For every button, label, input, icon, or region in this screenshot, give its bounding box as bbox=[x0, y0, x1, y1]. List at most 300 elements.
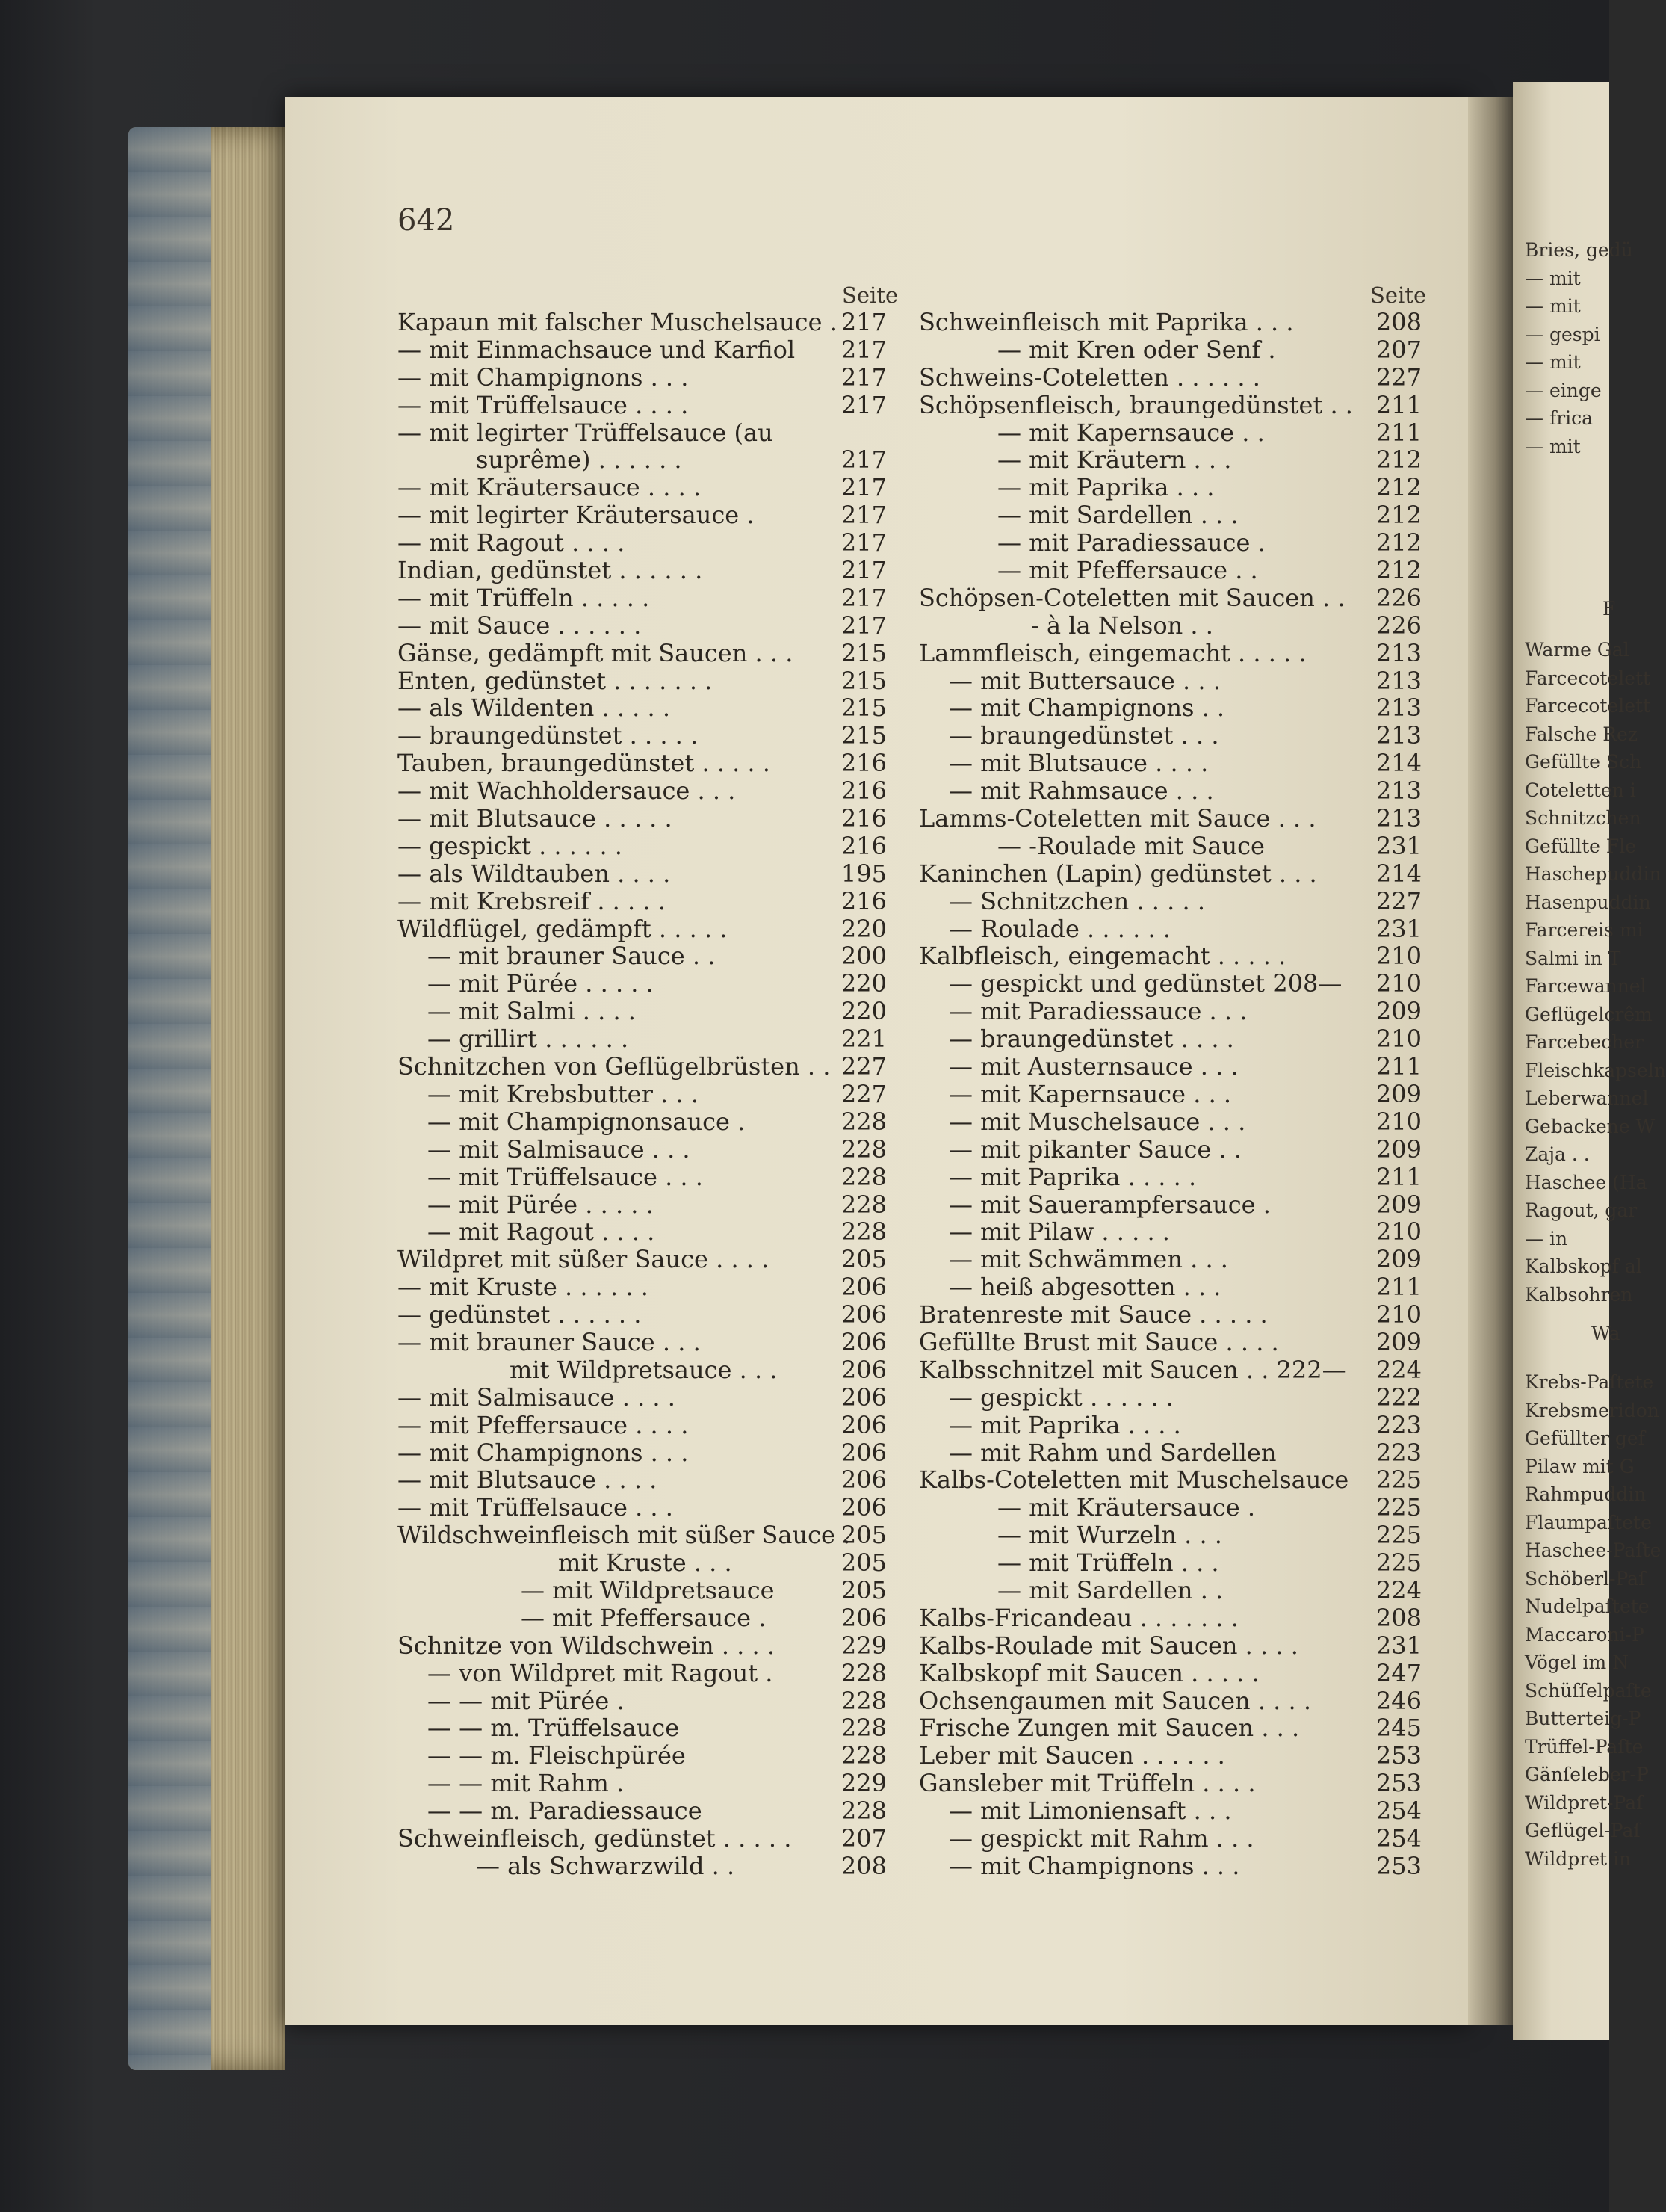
entry-page: 220 bbox=[840, 969, 887, 998]
entry-page: 229 bbox=[840, 1631, 887, 1660]
entry-page: 212 bbox=[1375, 473, 1422, 502]
index-entry bbox=[919, 667, 1422, 695]
index-entry bbox=[397, 998, 887, 1025]
entry-page: 200 bbox=[840, 942, 887, 971]
index-entry bbox=[919, 1577, 1422, 1604]
index-entry bbox=[919, 1081, 1422, 1108]
index-entry bbox=[397, 1577, 887, 1604]
index-entry bbox=[397, 364, 887, 392]
facing-line: Schüſſelpaſte bbox=[1525, 1679, 1652, 1702]
column-heading-left: Seite bbox=[842, 282, 899, 308]
entry-page: 208 bbox=[840, 1851, 887, 1880]
index-entry bbox=[919, 1191, 1422, 1219]
entry-text: — gespickt mit Rahm . . . bbox=[949, 1823, 1254, 1853]
entry-page: 217 bbox=[840, 390, 887, 419]
entry-text: — braungedünstet . . . . . bbox=[397, 721, 699, 750]
entry-text: Leber mit Saucen . . . . . . bbox=[919, 1741, 1225, 1770]
entry-text: — mit Champignons . . . bbox=[397, 362, 689, 392]
facing-line: Haschepuddin bbox=[1525, 863, 1662, 885]
facing-line: Trüffel-Paſte bbox=[1525, 1735, 1644, 1758]
entry-page: 221 bbox=[840, 1025, 887, 1054]
facing-line: Krebs-Paſtete bbox=[1525, 1371, 1654, 1393]
entry-page: 215 bbox=[840, 721, 887, 750]
facing-line: Wildpret in bbox=[1525, 1847, 1632, 1870]
index-entry bbox=[919, 612, 1422, 640]
entry-text: — als Wildenten . . . . . bbox=[397, 693, 671, 723]
entry-page: 210 bbox=[1375, 1300, 1422, 1329]
facing-line: Pilaw mit G bbox=[1525, 1455, 1635, 1477]
facing-line: Farcecotelett bbox=[1525, 695, 1651, 717]
entry-page: 228 bbox=[840, 1714, 887, 1743]
entry-text: — mit Kruste . . . . . . bbox=[397, 1273, 648, 1302]
index-entry bbox=[397, 1742, 887, 1770]
entry-page: 254 bbox=[1375, 1797, 1422, 1826]
index-entry bbox=[397, 1604, 887, 1632]
entry-page: 224 bbox=[1375, 1355, 1422, 1384]
entry-page: 206 bbox=[840, 1273, 887, 1302]
facing-line: — mit bbox=[1525, 435, 1581, 457]
entry-text: - à la Nelson . . bbox=[1031, 611, 1213, 640]
entry-text: — mit Rahm und Sardellen bbox=[949, 1438, 1277, 1467]
entry-text: — mit Champignons . . bbox=[949, 693, 1225, 723]
entry-page: 231 bbox=[1375, 831, 1422, 860]
facing-line: Coteletten i bbox=[1525, 779, 1636, 801]
index-entry bbox=[919, 1301, 1422, 1329]
entry-text: Schweinfleisch, gedünstet . . . . . bbox=[397, 1823, 792, 1853]
index-entry bbox=[919, 888, 1422, 915]
entry-page: 254 bbox=[1375, 1823, 1422, 1853]
facing-line: Nudelpaſtete bbox=[1525, 1595, 1650, 1617]
facing-line: — mit bbox=[1525, 267, 1581, 289]
index-column-right bbox=[919, 309, 1422, 1880]
entry-page: 209 bbox=[1375, 1245, 1422, 1274]
entry-page: 206 bbox=[840, 1465, 887, 1495]
index-entry bbox=[919, 1825, 1422, 1853]
entry-text: — mit Salmisauce . . . . bbox=[397, 1382, 675, 1412]
index-entry bbox=[397, 722, 887, 750]
index-entry bbox=[397, 1853, 887, 1880]
index-entry bbox=[397, 584, 887, 612]
entry-text: — mit brauner Sauce . . bbox=[427, 942, 716, 971]
entry-text: Tauben, braungedünstet . . . . . bbox=[397, 749, 770, 778]
entry-page: 212 bbox=[1375, 528, 1422, 557]
facing-line: F bbox=[1602, 598, 1616, 620]
index-entry bbox=[919, 584, 1422, 612]
index-entry bbox=[919, 446, 1422, 474]
entry-page: 215 bbox=[840, 693, 887, 723]
entry-page: 206 bbox=[840, 1410, 887, 1439]
facing-line: Krebsmeridon bbox=[1525, 1399, 1659, 1421]
entry-page: 213 bbox=[1375, 638, 1422, 667]
entry-text: — gedünstet . . . . . . bbox=[397, 1300, 642, 1329]
entry-text: — -Roulade mit Sauce bbox=[997, 831, 1265, 860]
entry-text: — mit Krebsreif . . . . . bbox=[397, 886, 666, 915]
entry-page: 253 bbox=[1375, 1741, 1422, 1770]
entry-text: — mit Pürée . . . . . bbox=[427, 969, 654, 998]
index-entry bbox=[397, 1549, 887, 1577]
index-entry bbox=[919, 474, 1422, 501]
left-page bbox=[285, 97, 1470, 2025]
entry-page: 213 bbox=[1375, 721, 1422, 750]
entry-page: 216 bbox=[840, 804, 887, 833]
entry-text: — mit legirter Kräutersauce . bbox=[397, 501, 755, 530]
entry-page: 206 bbox=[840, 1603, 887, 1632]
index-entry bbox=[919, 1218, 1422, 1246]
entry-page: 225 bbox=[1375, 1521, 1422, 1550]
entry-text: — mit Champignons . . . bbox=[949, 1851, 1240, 1880]
entry-page: 228 bbox=[840, 1162, 887, 1191]
entry-text: — — m. Trüffelsauce bbox=[427, 1714, 680, 1743]
entry-page: 209 bbox=[1375, 1327, 1422, 1356]
index-entry bbox=[397, 805, 887, 832]
index-entry bbox=[397, 529, 887, 557]
index-entry bbox=[397, 888, 887, 915]
index-entry bbox=[919, 1660, 1422, 1687]
facing-line: Gefüllte Fle bbox=[1525, 835, 1637, 857]
entry-text: — mit Pürée . . . . . bbox=[427, 1190, 654, 1219]
facing-line: Wildpret-Paſ bbox=[1525, 1791, 1644, 1814]
index-entry bbox=[919, 942, 1422, 970]
facing-line: Zaja . . bbox=[1525, 1143, 1590, 1165]
entry-page: 208 bbox=[1375, 308, 1422, 336]
entry-page: 206 bbox=[840, 1355, 887, 1384]
entry-text: — mit Trüffelsauce . . . . bbox=[397, 390, 689, 419]
index-entry bbox=[397, 667, 887, 695]
entry-page: 224 bbox=[1375, 1575, 1422, 1604]
index-entry bbox=[919, 1797, 1422, 1825]
entry-text: Kalbsschnitzel mit Saucen . . 222— bbox=[919, 1355, 1346, 1384]
index-entry bbox=[397, 446, 887, 474]
entry-text: — mit Paprika . . . bbox=[997, 473, 1215, 502]
entry-text: — mit Sauerampfersauce . bbox=[949, 1190, 1271, 1219]
facing-line: Flaumpaſtete bbox=[1525, 1511, 1652, 1533]
facing-line: Farcebecher bbox=[1525, 1031, 1644, 1053]
entry-text: — mit Salmisauce . . . bbox=[427, 1134, 690, 1164]
index-entry bbox=[919, 1329, 1422, 1356]
entry-text: — mit Kräutersauce . bbox=[997, 1493, 1256, 1522]
entry-text: — mit Wildpretsauce bbox=[521, 1575, 775, 1604]
index-entry bbox=[919, 722, 1422, 750]
column-heading-right: Seite bbox=[1370, 282, 1427, 308]
entry-text: — mit Paradiessauce . bbox=[997, 528, 1266, 557]
index-entry bbox=[919, 777, 1422, 805]
entry-text: mit Kruste . . . bbox=[558, 1548, 732, 1578]
index-entry bbox=[397, 1660, 887, 1687]
entry-page: 253 bbox=[1375, 1851, 1422, 1880]
entry-page: 208 bbox=[1375, 1603, 1422, 1632]
entry-text: — mit Sardellen . . . bbox=[997, 501, 1239, 530]
entry-text: — mit Trüffelsauce . . . bbox=[427, 1162, 703, 1191]
entry-text: — Schnitzchen . . . . . bbox=[949, 886, 1205, 915]
index-entry bbox=[397, 419, 887, 447]
entry-page: 210 bbox=[1375, 1107, 1422, 1136]
index-entry bbox=[919, 750, 1422, 777]
entry-page: 206 bbox=[840, 1493, 887, 1522]
facing-line: — frica bbox=[1525, 407, 1594, 429]
entry-page: 245 bbox=[1375, 1714, 1422, 1743]
page-number: 642 bbox=[397, 203, 455, 238]
entry-page: 205 bbox=[840, 1548, 887, 1578]
index-entry bbox=[919, 1356, 1422, 1384]
index-entry bbox=[919, 336, 1422, 364]
facing-line: Fleischkapseln bbox=[1525, 1059, 1666, 1081]
entry-page: 231 bbox=[1375, 1631, 1422, 1660]
index-entry bbox=[919, 309, 1422, 336]
entry-text: — — mit Rahm . bbox=[427, 1769, 625, 1798]
index-entry bbox=[397, 1412, 887, 1439]
entry-page: 205 bbox=[840, 1245, 887, 1274]
entry-text: — mit Buttersauce . . . bbox=[949, 666, 1221, 695]
entry-text: Indian, gedünstet . . . . . . bbox=[397, 556, 703, 585]
facing-line: Haschee (Ha bbox=[1525, 1171, 1647, 1193]
index-entry bbox=[919, 805, 1422, 832]
entry-text: Kalbskopf mit Saucen . . . . . bbox=[919, 1658, 1260, 1687]
index-entry bbox=[919, 1714, 1422, 1742]
index-entry bbox=[397, 915, 887, 943]
entry-page: 207 bbox=[840, 1823, 887, 1853]
index-entry bbox=[919, 970, 1422, 998]
index-entry bbox=[919, 557, 1422, 584]
entry-page: 228 bbox=[840, 1107, 887, 1136]
entry-text: — mit Ragout . . . . bbox=[427, 1217, 655, 1246]
entry-text: — mit Kapernsauce . . bbox=[997, 418, 1265, 447]
entry-text: — gespickt . . . . . . bbox=[397, 831, 622, 860]
index-entry bbox=[919, 392, 1422, 419]
entry-page: 205 bbox=[840, 1521, 887, 1550]
facing-line: Geflügel-Paſ bbox=[1525, 1820, 1641, 1841]
index-entry bbox=[397, 336, 887, 364]
entry-text: — mit Limoniensaft . . . bbox=[949, 1797, 1232, 1826]
facing-line: — mit bbox=[1525, 295, 1581, 317]
index-entry bbox=[919, 1632, 1422, 1660]
entry-page: 228 bbox=[840, 1134, 887, 1164]
entry-text: Wildschweinfleisch mit süßer Sauce . bbox=[397, 1521, 851, 1550]
entry-text: Schweinfleisch mit Paprika . . . bbox=[919, 308, 1294, 336]
entry-text: — mit Blutsauce . . . . bbox=[397, 1465, 657, 1495]
facing-line: Haschee-Paſte bbox=[1525, 1539, 1662, 1561]
entry-page: 213 bbox=[1375, 776, 1422, 806]
entry-text: — mit Champignons . . . bbox=[397, 1438, 689, 1467]
entry-page: 228 bbox=[840, 1658, 887, 1687]
index-entry bbox=[397, 942, 887, 970]
index-entry bbox=[919, 1742, 1422, 1770]
index-entry bbox=[397, 1521, 887, 1549]
facing-line: — mit bbox=[1525, 351, 1581, 373]
entry-text: — mit Austernsauce . . . bbox=[949, 1052, 1239, 1081]
facing-line: Maccaroni-P bbox=[1525, 1623, 1644, 1646]
facing-line: Gefüllte Sch bbox=[1525, 751, 1642, 773]
entry-text: Lammfleisch, eingemacht . . . . . bbox=[919, 638, 1307, 667]
entry-page: 247 bbox=[1375, 1658, 1422, 1687]
index-entry bbox=[397, 1025, 887, 1053]
index-entry bbox=[919, 1521, 1422, 1549]
entry-page: 217 bbox=[840, 611, 887, 640]
facing-line: — in bbox=[1525, 1227, 1568, 1249]
entry-text: Wildflügel, gedämpft . . . . . bbox=[397, 914, 728, 943]
facing-line: Warme Gal bbox=[1525, 639, 1629, 661]
entry-page: 209 bbox=[1375, 1190, 1422, 1219]
facing-line: Schöberl-Paſ bbox=[1525, 1567, 1646, 1590]
index-entry bbox=[919, 501, 1422, 529]
entry-page: 227 bbox=[840, 1079, 887, 1108]
entry-text: — mit Kräutern . . . bbox=[997, 445, 1232, 475]
entry-page: 228 bbox=[840, 1686, 887, 1715]
index-entry bbox=[919, 364, 1422, 392]
entry-text: — mit Salmi . . . . bbox=[427, 997, 636, 1026]
entry-text: — — m. Fleischpürée bbox=[427, 1741, 686, 1770]
entry-page: 225 bbox=[1375, 1548, 1422, 1578]
index-entry bbox=[919, 529, 1422, 557]
entry-text: — — mit Pürée . bbox=[427, 1686, 625, 1715]
entry-text: — mit Kräutersauce . . . . bbox=[397, 473, 702, 502]
entry-page: 211 bbox=[1375, 418, 1422, 447]
entry-text: Bratenreste mit Sauce . . . . . bbox=[919, 1300, 1268, 1329]
entry-page: 212 bbox=[1375, 501, 1422, 530]
entry-text: — — m. Paradiessauce bbox=[427, 1797, 702, 1826]
entry-page: 214 bbox=[1375, 749, 1422, 778]
index-entry bbox=[919, 1687, 1422, 1715]
entry-text: — mit Blutsauce . . . . bbox=[949, 749, 1209, 778]
facing-line: Ragout, gar bbox=[1525, 1199, 1638, 1221]
entry-text: Gänse, gedämpft mit Saucen . . . bbox=[397, 638, 793, 667]
entry-text: — mit legirter Trüffelsauce (au bbox=[397, 418, 773, 447]
entry-text: — mit Paprika . . . . bbox=[949, 1410, 1181, 1439]
index-entry bbox=[397, 392, 887, 419]
index-entry bbox=[919, 860, 1422, 888]
index-entry bbox=[397, 1466, 887, 1494]
index-entry bbox=[919, 1604, 1422, 1632]
entry-page: 217 bbox=[840, 335, 887, 364]
index-entry bbox=[919, 1770, 1422, 1797]
entry-text: — mit Paprika . . . . . bbox=[949, 1162, 1197, 1191]
facing-page bbox=[1513, 82, 1666, 2040]
entry-text: mit Wildpretsauce . . . bbox=[510, 1355, 778, 1384]
entry-text: — mit Trüffeln . . . . . bbox=[397, 583, 650, 612]
index-entry bbox=[397, 1714, 887, 1742]
entry-page: 226 bbox=[1375, 583, 1422, 612]
entry-text: Kapaun mit falscher Muschelsauce . bbox=[397, 308, 837, 336]
entry-page: 195 bbox=[840, 859, 887, 888]
book-gutter bbox=[1468, 97, 1513, 2025]
entry-text: — als Wildtauben . . . . bbox=[397, 859, 671, 888]
entry-text: Wildpret mit süßer Sauce . . . . bbox=[397, 1245, 769, 1274]
entry-text: suprême) . . . . . . bbox=[476, 445, 682, 475]
index-entry bbox=[919, 1494, 1422, 1521]
facing-line: Butterteig-P bbox=[1525, 1708, 1641, 1729]
entry-page: 220 bbox=[840, 914, 887, 943]
entry-page: 205 bbox=[840, 1575, 887, 1604]
index-entry bbox=[919, 640, 1422, 667]
entry-text: Schnitze von Wildschwein . . . . bbox=[397, 1631, 775, 1660]
index-entry bbox=[397, 1687, 887, 1715]
entry-text: — mit Kapernsauce . . . bbox=[949, 1079, 1232, 1108]
marbled-edge bbox=[128, 127, 211, 2070]
entry-page: 222 bbox=[1375, 1382, 1422, 1412]
index-entry bbox=[397, 1770, 887, 1797]
entry-text: — mit Einmachsauce und Karfiol bbox=[397, 335, 796, 364]
facing-line: — gespi bbox=[1525, 323, 1600, 345]
index-entry bbox=[397, 1329, 887, 1356]
entry-page: 217 bbox=[840, 556, 887, 585]
index-entry bbox=[919, 694, 1422, 722]
entry-text: — gespickt und gedünstet 208— bbox=[949, 969, 1343, 998]
entry-text: — mit Pfeffersauce . bbox=[521, 1603, 767, 1632]
facing-line: Falsche Rez bbox=[1525, 723, 1638, 745]
entry-page: 217 bbox=[840, 362, 887, 392]
entry-page: 223 bbox=[1375, 1438, 1422, 1467]
index-entry bbox=[919, 915, 1422, 943]
entry-text: Gansleber mit Trüffeln . . . . bbox=[919, 1769, 1256, 1798]
entry-page: 231 bbox=[1375, 914, 1422, 943]
facing-line: Leberwannel bbox=[1525, 1087, 1649, 1109]
facing-line: — einge bbox=[1525, 379, 1602, 401]
entry-text: — mit Pilaw . . . . . bbox=[949, 1217, 1170, 1246]
entry-text: — mit Blutsauce . . . . . bbox=[397, 804, 672, 833]
entry-page: 227 bbox=[1375, 886, 1422, 915]
entry-page: 227 bbox=[1375, 362, 1422, 392]
entry-text: Kalbs-Coteletten mit Muschelsauce bbox=[919, 1465, 1349, 1495]
entry-text: Kalbfleisch, eingemacht . . . . . bbox=[919, 942, 1286, 971]
entry-text: Lamms-Coteletten mit Sauce . . . bbox=[919, 804, 1316, 833]
entry-page: 214 bbox=[1375, 859, 1422, 888]
entry-text: — mit Kren oder Senf . bbox=[997, 335, 1276, 364]
index-entry bbox=[397, 309, 887, 336]
entry-page: 213 bbox=[1375, 804, 1422, 833]
facing-line: Farcecotelett bbox=[1525, 667, 1651, 689]
entry-page: 209 bbox=[1375, 1134, 1422, 1164]
entry-page: 210 bbox=[1375, 1217, 1422, 1246]
entry-page: 253 bbox=[1375, 1769, 1422, 1798]
entry-page: 223 bbox=[1375, 1410, 1422, 1439]
entry-text: — grillirt . . . . . . bbox=[427, 1025, 629, 1054]
entry-text: — mit Sardellen . . bbox=[997, 1575, 1224, 1604]
facing-line: Schnitzchen bbox=[1525, 807, 1641, 829]
entry-page: 209 bbox=[1375, 997, 1422, 1026]
entry-page: 211 bbox=[1375, 1052, 1422, 1081]
index-entry bbox=[397, 640, 887, 667]
entry-page: 206 bbox=[840, 1382, 887, 1412]
entry-page: 211 bbox=[1375, 1273, 1422, 1302]
entry-page: 226 bbox=[1375, 611, 1422, 640]
facing-line: Gefüllter gef bbox=[1525, 1427, 1645, 1449]
facing-line: Farcewannel bbox=[1525, 975, 1647, 997]
index-entry bbox=[397, 1273, 887, 1301]
index-column-left bbox=[397, 309, 887, 1880]
index-entry bbox=[397, 1136, 887, 1164]
index-entry bbox=[397, 1797, 887, 1825]
index-entry bbox=[919, 832, 1422, 860]
entry-text: — mit Schwämmen . . . bbox=[949, 1245, 1228, 1274]
entry-text: — als Schwarzwild . . bbox=[476, 1851, 735, 1880]
entry-text: Schnitzchen von Geflügelbrüsten . . bbox=[397, 1052, 831, 1081]
entry-text: — mit Wachholdersauce . . . bbox=[397, 776, 736, 806]
index-entry bbox=[397, 1191, 887, 1219]
entry-page: 229 bbox=[840, 1769, 887, 1798]
entry-page: 206 bbox=[840, 1327, 887, 1356]
entry-page: 211 bbox=[1375, 390, 1422, 419]
entry-text: — mit Wurzeln . . . bbox=[997, 1521, 1222, 1550]
entry-page: 216 bbox=[840, 776, 887, 806]
index-entry bbox=[397, 694, 887, 722]
index-entry bbox=[397, 612, 887, 640]
entry-text: — mit brauner Sauce . . . bbox=[397, 1327, 701, 1356]
entry-page: 209 bbox=[1375, 1079, 1422, 1108]
facing-line: Gänſeleber-P bbox=[1525, 1764, 1649, 1785]
index-entry bbox=[397, 1301, 887, 1329]
index-entry bbox=[397, 1494, 887, 1521]
index-entry bbox=[397, 1164, 887, 1191]
entry-text: — mit Trüffeln . . . bbox=[997, 1548, 1219, 1578]
